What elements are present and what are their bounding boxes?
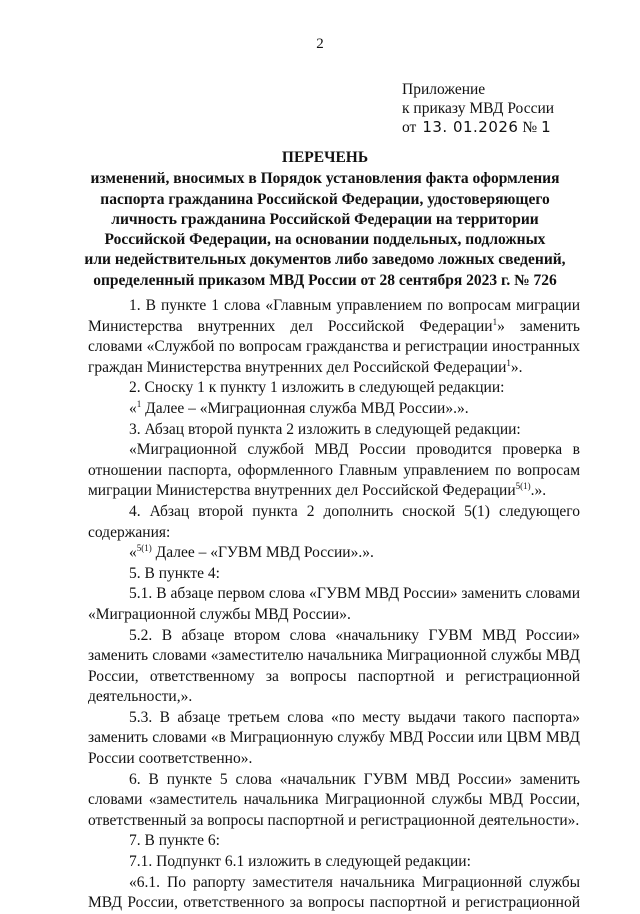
document-body: [88, 296, 580, 914]
paragraph-3: 3. Абзац второй пункта 2 изложить в следующей редакции:: [129, 420, 521, 438]
appendix-from-label: от: [402, 119, 417, 136]
paragraph-4-quote: «$^{5(1)}$ Далее – «ГУВМ МВД России».».: [129, 543, 374, 562]
title-line: или недействительных документов либо заведомо ложных сведений,: [84, 251, 566, 269]
title-line: изменений, вносимых в Порядок установления факта оформления: [90, 170, 560, 188]
paragraph-5: 5. В пункте 4:: [129, 564, 220, 582]
paragraph-5-3: 5.3. В абзаце третьем слова «по месту выдачи такого паспорта» заменить словами «в Миграционную службу МВД России или ЦВМ МВД России соответственно».: [88, 708, 580, 768]
paragraph-4: 4. Абзац второй пункта 2 дополнить сноской 5(1) следующего содержания:: [88, 502, 580, 541]
paragraph-6: 6. В пункте 5 слова «начальник ГУВМ МВД России» заменить словами «заместитель начальника Миграционной службы МВД России, ответственный за вопросы паспортной и регистрационной деятельности».: [88, 770, 580, 829]
title-line: личность гражданина Российской Федерации на территории: [111, 210, 539, 228]
appendix-date-line: [402, 118, 554, 137]
footnote-ref: 1: [506, 357, 511, 368]
paragraph-5-2: 5.2. В абзаце втором слова «начальнику ГУВМ МВД России» заменить словами «заместителю начальника Миграционной службы МВД России, ответственному за вопросы паспортной и регистрационной деятельности,».: [88, 626, 580, 706]
paragraph-3-quote: «Миграционной службой МВД России проводится проверка в отношении паспорта, оформленного Главным управлением по вопросам миграции Министерства внутренних дел Российской Федерации$^{5(1)}$.».: [88, 441, 580, 500]
appendix-block: [402, 80, 554, 137]
title-heading: ПЕРЕЧЕНЬ: [281, 149, 369, 166]
appendix-label: Приложение: [402, 81, 486, 98]
footnote-ref: 1: [136, 398, 142, 409]
footnote-ref: 5(1): [136, 543, 152, 554]
paragraph-7: 7. В пункте 6:: [129, 832, 220, 850]
appendix-number-label: №: [522, 119, 538, 136]
paragraph-1: 1. В пункте 1 слова «Главным управлением по вопросам миграции Министерства внутренних дел Российской Федерации$^1$» заменить словами «Службой по вопросам гражданства и регистрации иностранных граждан Министерства внутренних дел Российской Федерации$^1$».: [88, 297, 581, 376]
paragraph-7-1: 7.1. Подпункт 6.1 изложить в следующей редакции:: [129, 853, 471, 871]
document-title: [60, 148, 590, 291]
title-line: определенный приказом МВД России от 28 сентября 2023 г. № 726: [93, 271, 557, 289]
appendix-date: 13. 01.2026: [422, 118, 519, 136]
paragraph-7-1-quote: «6.1. По рапорту заместителя начальника Миграционной службы МВД России, ответственного за вопросы паспортной и регистрационной: [88, 873, 580, 912]
title-line: Российской Федерации, на основании поддельных, подложных: [104, 231, 546, 249]
paragraph-2-quote: «$^1$ Далее – «Миграционная служба МВД России».».: [129, 398, 469, 417]
paragraph-2: 2. Сноску 1 к пункту 1 изложить в следующей редакции:: [129, 379, 505, 397]
paragraph-5-1: 5.1. В абзаце первом слова «ГУВМ МВД России» заменить словами «Миграционной службы МВД России».: [88, 585, 580, 623]
page-number: 2: [316, 36, 324, 52]
footnote-ref: 1: [492, 316, 498, 327]
appendix-number: 1: [541, 118, 552, 136]
title-line: паспорта гражданина Российской Федерации, удостоверяющего: [100, 190, 550, 208]
footnote-ref: 5(1): [515, 481, 531, 492]
appendix-order-ref: к приказу МВД России: [402, 100, 555, 117]
